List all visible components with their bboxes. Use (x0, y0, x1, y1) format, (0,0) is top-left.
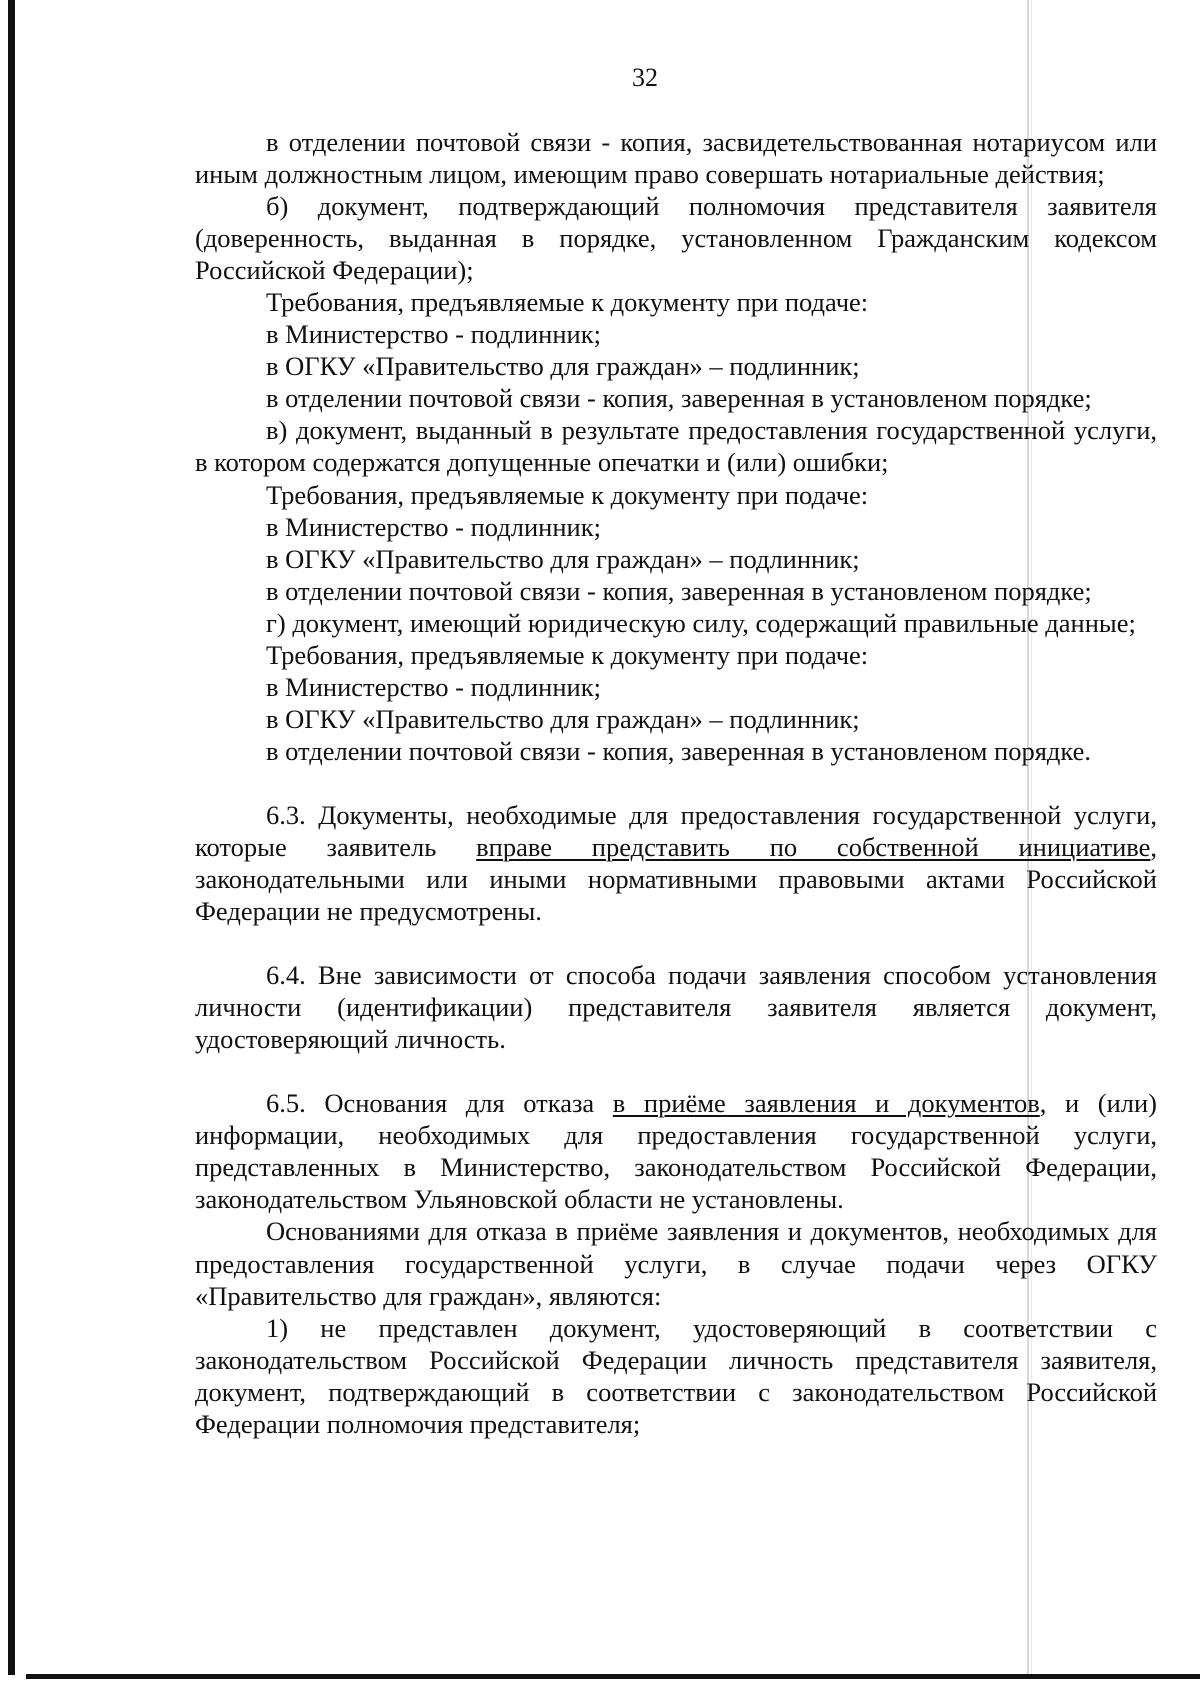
paragraph: в отделении почтовой связи - копия, заверенная в установленом порядке. (266, 735, 1092, 766)
paragraph: 1) не представлен документ, удостоверяющий в соответствии с законодательством Российской Федерации личность представителя заявителя, документ, подтверждающий в соответствии с законодательством Российской Федерации полномочия представителя; (195, 1312, 1157, 1439)
scan-edge-bottom (26, 1674, 1200, 1679)
paragraph: в Министерство - подлинник; (266, 319, 601, 350)
paragraph: б) документ, подтверждающий полномочия представителя заявителя (доверенность, выданная в порядке, установленном Гражданским кодексом Российской Федерации); (195, 191, 1157, 286)
underlined-text: в приёме заявления и документов (612, 1088, 1040, 1119)
paragraph: в отделении почтовой связи - копия, заверенная в установленом порядке; (266, 383, 1092, 414)
scan-edge-left (8, 0, 15, 1675)
paragraph: в Министерство - подлинник; (266, 671, 601, 702)
section-text: , законодательными или иными нормативными правовыми актами Российской Федерации не предусмотрены. (195, 831, 1157, 927)
paragraph: в Министерство - подлинник; (266, 511, 601, 542)
section-6-3 (195, 799, 1157, 927)
section-6-5 (195, 1087, 1157, 1215)
section-text: 6.3. Документы, необходимые для предоставления государственной услуги, которые заявитель (195, 799, 1157, 862)
paragraph: Требования, предъявляемые к документу при подаче: (266, 287, 869, 318)
paragraph: г) документ, имеющий юридическую силу, содержащий правильные данные; (266, 607, 1136, 638)
paragraph: в отделении почтовой связи - копия, заверенная в установленом порядке; (266, 575, 1092, 606)
paragraph: Требования, предъявляемые к документу при подаче: (266, 639, 869, 670)
underlined-text: вправе представить по собственной инициативе (476, 831, 1151, 862)
section-text: 6.5. Основания для отказа (266, 1088, 613, 1119)
section-6-4: 6.4. Вне зависимости от способа подачи заявления способом установления личности (идентификации) представителя заявителя является документ, удостоверяющий личность. (195, 960, 1157, 1055)
paragraph: в ОГКУ «Правительство для граждан» – подлинник; (266, 703, 860, 734)
paragraph: Требования, предъявляемые к документу при подаче: (266, 479, 869, 510)
paragraph: в ОГКУ «Правительство для граждан» – подлинник; (266, 351, 860, 382)
paragraph: в ОГКУ «Правительство для граждан» – подлинник; (266, 543, 860, 574)
document-body (195, 126, 1157, 1440)
paragraph: в отделении почтовой связи - копия, засвидетельствованная нотариусом или иным должностным лицом, имеющим право совершать нотариальные действия; (195, 127, 1157, 190)
section-text: , и (или) информации, необходимых для предоставления государственной услуги, представленных в Министерство, законодательством Российской Федерации, законодательством Ульяновской области не установлены. (195, 1088, 1158, 1215)
paragraph: в) документ, выданный в результате предоставления государственной услуги, в котором содержатся допущенные опечатки и (или) ошибки; (195, 415, 1157, 478)
paragraph: Основаниями для отказа в приёме заявления и документов, необходимых для предоставления государственной услуги, в случае подачи через ОГКУ «Правительство для граждан», являются: (195, 1216, 1157, 1311)
page-number: 32 (632, 63, 658, 92)
